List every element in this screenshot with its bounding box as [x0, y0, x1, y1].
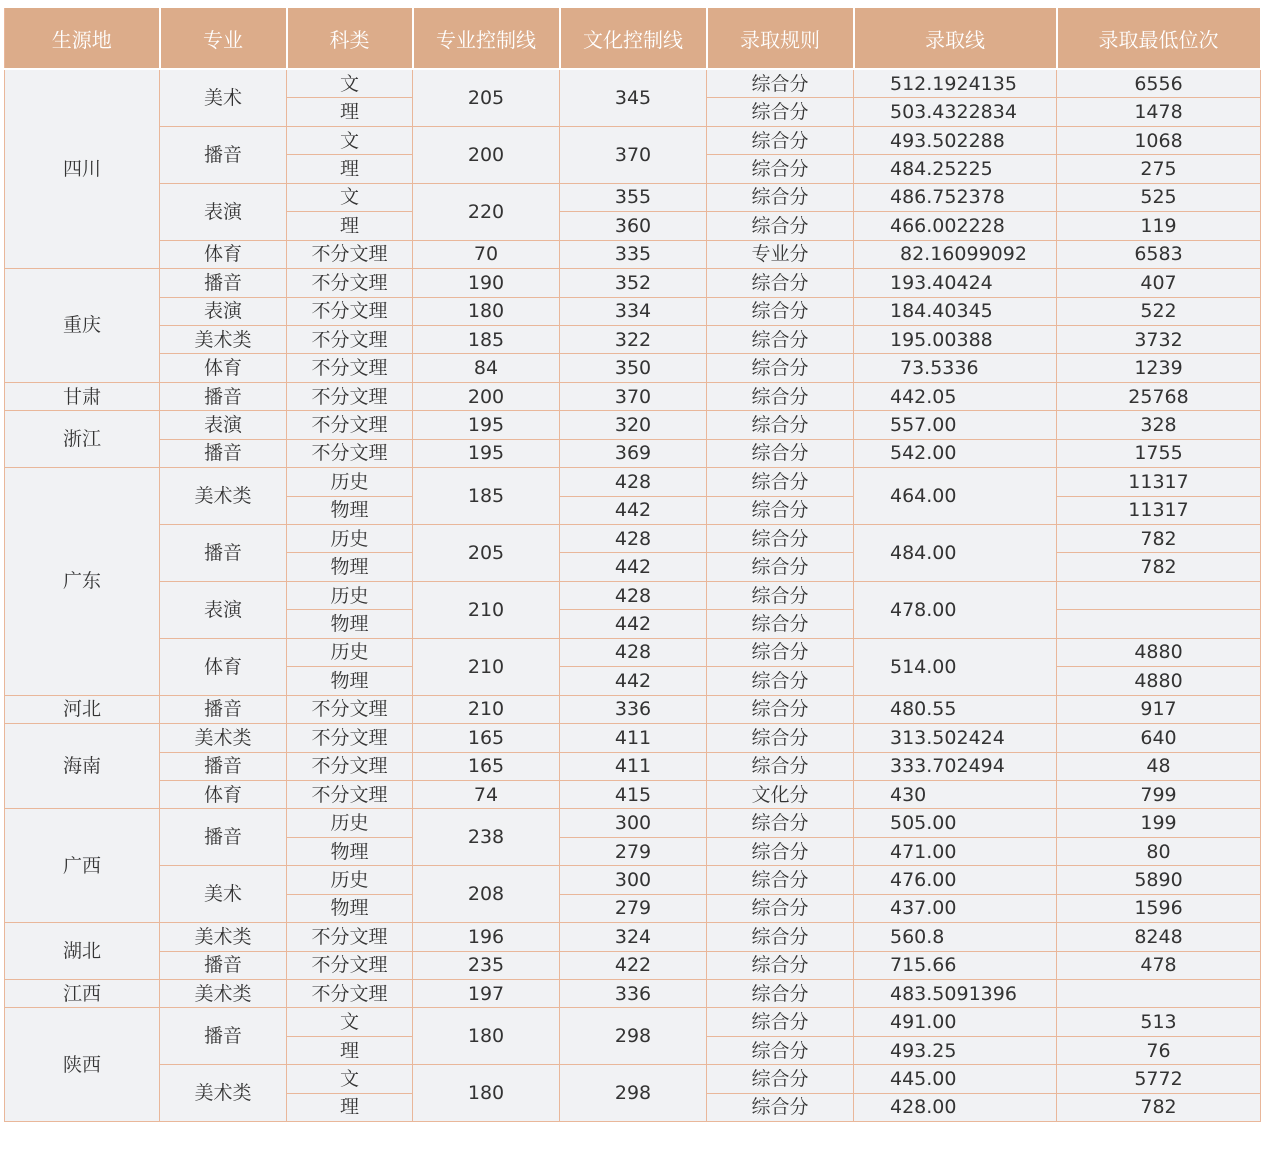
major-cell: 播音 [160, 951, 287, 979]
table-row [5, 780, 1261, 808]
major-cell: 表演 [160, 581, 287, 638]
rank-cell: 11317 [1057, 496, 1261, 524]
rule-cell: 综合分 [707, 1093, 854, 1121]
culture-control-cell: 370 [560, 126, 707, 183]
major-cell: 美术类 [160, 468, 287, 525]
major-control-cell: 238 [413, 809, 560, 866]
major-cell: 美术类 [160, 724, 287, 752]
rule-cell: 综合分 [707, 724, 854, 752]
table-row [5, 240, 1261, 268]
category-cell: 不分文理 [287, 951, 413, 979]
culture-control-cell: 345 [560, 69, 707, 126]
score-line-cell: 476.00 [854, 866, 1057, 894]
culture-control-cell: 442 [560, 496, 707, 524]
table-row [5, 69, 1261, 98]
table-row [5, 297, 1261, 325]
rank-cell: 513 [1057, 1008, 1261, 1036]
province-cell: 海南 [5, 724, 160, 809]
rank-cell: 275 [1057, 155, 1261, 183]
score-line-cell: 493.25 [854, 1036, 1057, 1064]
major-control-cell: 235 [413, 951, 560, 979]
category-cell: 不分文理 [287, 923, 413, 951]
major-control-cell: 70 [413, 240, 560, 268]
category-cell: 理 [287, 1036, 413, 1064]
rule-cell: 综合分 [707, 894, 854, 922]
category-cell: 文 [287, 126, 413, 154]
score-line-cell: 542.00 [854, 439, 1057, 467]
major-control-cell: 205 [413, 69, 560, 126]
culture-control-cell: 442 [560, 667, 707, 695]
rule-cell: 综合分 [707, 468, 854, 496]
score-line-cell: 466.002228 [854, 212, 1057, 240]
major-cell: 体育 [160, 638, 287, 695]
rule-cell: 综合分 [707, 325, 854, 353]
score-line-cell: 484.25225 [854, 155, 1057, 183]
culture-control-cell: 428 [560, 638, 707, 666]
province-cell: 浙江 [5, 411, 160, 468]
score-line-cell: 560.8 [854, 923, 1057, 951]
table-row [5, 581, 1261, 609]
category-cell: 不分文理 [287, 240, 413, 268]
category-cell: 理 [287, 98, 413, 126]
category-cell: 历史 [287, 638, 413, 666]
category-cell: 文 [287, 1065, 413, 1093]
header-cell: 生源地 [5, 7, 160, 69]
category-cell: 不分文理 [287, 780, 413, 808]
table-row [5, 411, 1261, 439]
major-cell: 播音 [160, 525, 287, 582]
category-cell: 不分文理 [287, 354, 413, 382]
rank-cell: 4880 [1057, 667, 1261, 695]
rank-cell: 1755 [1057, 439, 1261, 467]
culture-control-cell: 279 [560, 837, 707, 865]
admission-table [4, 6, 1262, 1122]
rule-cell: 综合分 [707, 126, 854, 154]
major-cell: 体育 [160, 780, 287, 808]
province-cell: 四川 [5, 69, 160, 269]
rank-cell: 25768 [1057, 382, 1261, 410]
rule-cell: 综合分 [707, 297, 854, 325]
rank-cell: 11317 [1057, 468, 1261, 496]
province-cell: 陕西 [5, 1008, 160, 1122]
culture-control-cell: 350 [560, 354, 707, 382]
culture-control-cell: 352 [560, 269, 707, 297]
rule-cell: 综合分 [707, 183, 854, 211]
table-row [5, 752, 1261, 780]
header-cell: 文化控制线 [560, 7, 707, 69]
rule-cell: 综合分 [707, 69, 854, 98]
category-cell: 文 [287, 1008, 413, 1036]
major-control-cell: 210 [413, 695, 560, 723]
rule-cell: 综合分 [707, 354, 854, 382]
category-cell: 不分文理 [287, 752, 413, 780]
rule-cell: 综合分 [707, 1008, 854, 1036]
table-row [5, 325, 1261, 353]
rule-cell: 综合分 [707, 809, 854, 837]
rule-cell: 综合分 [707, 1065, 854, 1093]
major-control-cell: 185 [413, 468, 560, 525]
culture-control-cell: 300 [560, 809, 707, 837]
major-cell: 表演 [160, 183, 287, 240]
major-cell: 播音 [160, 695, 287, 723]
rule-cell: 综合分 [707, 1036, 854, 1064]
major-control-cell: 210 [413, 581, 560, 638]
score-line-cell: 493.502288 [854, 126, 1057, 154]
rule-cell: 综合分 [707, 837, 854, 865]
rule-cell: 综合分 [707, 610, 854, 638]
culture-control-cell: 336 [560, 695, 707, 723]
rank-cell: 1478 [1057, 98, 1261, 126]
major-control-cell: 74 [413, 780, 560, 808]
score-line-cell: 715.66 [854, 951, 1057, 979]
culture-control-cell: 428 [560, 525, 707, 553]
culture-control-cell: 334 [560, 297, 707, 325]
score-line-cell: 512.1924135 [854, 69, 1057, 98]
rule-cell: 综合分 [707, 866, 854, 894]
culture-control-cell: 360 [560, 212, 707, 240]
major-cell: 播音 [160, 752, 287, 780]
category-cell: 物理 [287, 837, 413, 865]
major-cell: 播音 [160, 439, 287, 467]
category-cell: 不分文理 [287, 439, 413, 467]
score-line-cell: 184.40345 [854, 297, 1057, 325]
major-cell: 美术类 [160, 325, 287, 353]
category-cell: 不分文理 [287, 382, 413, 410]
table-row [5, 695, 1261, 723]
major-control-cell: 220 [413, 183, 560, 240]
major-control-cell: 210 [413, 638, 560, 695]
major-control-cell: 208 [413, 866, 560, 923]
table-row [5, 809, 1261, 837]
major-control-cell: 180 [413, 1008, 560, 1065]
major-cell: 美术类 [160, 1065, 287, 1122]
table-row [5, 923, 1261, 951]
rule-cell: 综合分 [707, 695, 854, 723]
score-line-cell: 442.05 [854, 382, 1057, 410]
rule-cell: 综合分 [707, 212, 854, 240]
rank-cell [1057, 610, 1261, 638]
rule-cell: 综合分 [707, 411, 854, 439]
rule-cell: 专业分 [707, 240, 854, 268]
culture-control-cell: 279 [560, 894, 707, 922]
major-cell: 表演 [160, 297, 287, 325]
rank-cell: 799 [1057, 780, 1261, 808]
score-line-cell: 333.702494 [854, 752, 1057, 780]
major-control-cell: 84 [413, 354, 560, 382]
culture-control-cell: 428 [560, 468, 707, 496]
rank-cell: 640 [1057, 724, 1261, 752]
category-cell: 不分文理 [287, 411, 413, 439]
table-row [5, 951, 1261, 979]
culture-control-cell: 298 [560, 1065, 707, 1122]
major-control-cell: 180 [413, 297, 560, 325]
table-row [5, 1008, 1261, 1036]
culture-control-cell: 298 [560, 1008, 707, 1065]
table-row [5, 468, 1261, 496]
culture-control-cell: 428 [560, 581, 707, 609]
major-cell: 美术类 [160, 923, 287, 951]
table-row [5, 525, 1261, 553]
major-cell: 表演 [160, 411, 287, 439]
category-cell: 理 [287, 1093, 413, 1121]
culture-control-cell: 355 [560, 183, 707, 211]
category-cell: 不分文理 [287, 724, 413, 752]
major-cell: 播音 [160, 382, 287, 410]
major-cell: 美术 [160, 69, 287, 126]
category-cell: 理 [287, 155, 413, 183]
rule-cell: 综合分 [707, 923, 854, 951]
category-cell: 历史 [287, 468, 413, 496]
header-cell: 科类 [287, 7, 413, 69]
culture-control-cell: 442 [560, 610, 707, 638]
rank-cell: 76 [1057, 1036, 1261, 1064]
category-cell: 不分文理 [287, 695, 413, 723]
province-cell: 广西 [5, 809, 160, 923]
culture-control-cell: 320 [560, 411, 707, 439]
major-control-cell: 180 [413, 1065, 560, 1122]
score-line-cell: 484.00 [854, 525, 1057, 582]
category-cell: 不分文理 [287, 325, 413, 353]
category-cell: 物理 [287, 667, 413, 695]
rule-cell: 综合分 [707, 382, 854, 410]
rank-cell: 522 [1057, 297, 1261, 325]
rank-cell: 48 [1057, 752, 1261, 780]
rank-cell: 917 [1057, 695, 1261, 723]
score-line-cell: 313.502424 [854, 724, 1057, 752]
score-line-cell: 480.55 [854, 695, 1057, 723]
major-control-cell: 205 [413, 525, 560, 582]
major-cell: 美术类 [160, 980, 287, 1008]
rank-cell: 4880 [1057, 638, 1261, 666]
rule-cell: 综合分 [707, 752, 854, 780]
culture-control-cell: 411 [560, 752, 707, 780]
category-cell: 文 [287, 69, 413, 98]
table-row [5, 724, 1261, 752]
score-line-cell: 483.5091396 [854, 980, 1057, 1008]
culture-control-cell: 370 [560, 382, 707, 410]
category-cell: 不分文理 [287, 297, 413, 325]
admission-table-container [4, 6, 1260, 1158]
province-cell: 甘肃 [5, 382, 160, 410]
rule-cell: 综合分 [707, 951, 854, 979]
category-cell: 不分文理 [287, 269, 413, 297]
table-row [5, 638, 1261, 666]
header-row [5, 7, 1261, 69]
major-cell: 播音 [160, 1008, 287, 1065]
major-control-cell: 185 [413, 325, 560, 353]
header-cell: 录取规则 [707, 7, 854, 69]
table-row [5, 126, 1261, 154]
culture-control-cell: 335 [560, 240, 707, 268]
category-cell: 物理 [287, 553, 413, 581]
rule-cell: 综合分 [707, 439, 854, 467]
score-line-cell: 514.00 [854, 638, 1057, 695]
header-cell: 专业控制线 [413, 7, 560, 69]
rule-cell: 文化分 [707, 780, 854, 808]
score-line-cell: 193.40424 [854, 269, 1057, 297]
rank-cell: 407 [1057, 269, 1261, 297]
rule-cell: 综合分 [707, 667, 854, 695]
major-control-cell: 197 [413, 980, 560, 1008]
major-control-cell: 190 [413, 269, 560, 297]
major-control-cell: 196 [413, 923, 560, 951]
score-line-cell: 430 [854, 780, 1057, 808]
score-line-cell: 464.00 [854, 468, 1057, 525]
category-cell: 历史 [287, 525, 413, 553]
table-row [5, 866, 1261, 894]
rank-cell: 782 [1057, 1093, 1261, 1121]
category-cell: 物理 [287, 496, 413, 524]
score-line-cell: 195.00388 [854, 325, 1057, 353]
province-cell: 广东 [5, 468, 160, 696]
rank-cell: 782 [1057, 525, 1261, 553]
culture-control-cell: 422 [560, 951, 707, 979]
category-cell: 历史 [287, 866, 413, 894]
major-cell: 美术 [160, 866, 287, 923]
rank-cell: 199 [1057, 809, 1261, 837]
culture-control-cell: 324 [560, 923, 707, 951]
culture-control-cell: 411 [560, 724, 707, 752]
score-line-cell: 503.4322834 [854, 98, 1057, 126]
culture-control-cell: 300 [560, 866, 707, 894]
province-cell: 重庆 [5, 269, 160, 383]
rank-cell: 8248 [1057, 923, 1261, 951]
culture-control-cell: 369 [560, 439, 707, 467]
rank-cell [1057, 581, 1261, 609]
table-row [5, 980, 1261, 1008]
table-row [5, 439, 1261, 467]
rank-cell: 1068 [1057, 126, 1261, 154]
rank-cell: 6556 [1057, 69, 1261, 98]
rank-cell: 119 [1057, 212, 1261, 240]
rule-cell: 综合分 [707, 496, 854, 524]
table-row [5, 183, 1261, 211]
rank-cell: 5772 [1057, 1065, 1261, 1093]
major-cell: 播音 [160, 809, 287, 866]
rule-cell: 综合分 [707, 269, 854, 297]
rule-cell: 综合分 [707, 553, 854, 581]
score-line-cell: 557.00 [854, 411, 1057, 439]
culture-control-cell: 415 [560, 780, 707, 808]
category-cell: 物理 [287, 894, 413, 922]
table-row [5, 382, 1261, 410]
score-line-cell: 486.752378 [854, 183, 1057, 211]
rank-cell: 1596 [1057, 894, 1261, 922]
category-cell: 文 [287, 183, 413, 211]
province-cell: 湖北 [5, 923, 160, 980]
rule-cell: 综合分 [707, 980, 854, 1008]
category-cell: 理 [287, 212, 413, 240]
rank-cell: 3732 [1057, 325, 1261, 353]
category-cell: 不分文理 [287, 980, 413, 1008]
major-control-cell: 195 [413, 439, 560, 467]
rank-cell: 5890 [1057, 866, 1261, 894]
category-cell: 历史 [287, 809, 413, 837]
rule-cell: 综合分 [707, 525, 854, 553]
score-line-cell: 428.00 [854, 1093, 1057, 1121]
score-line-cell: 478.00 [854, 581, 1057, 638]
rank-cell: 525 [1057, 183, 1261, 211]
header-cell: 录取线 [854, 7, 1057, 69]
rank-cell: 328 [1057, 411, 1261, 439]
table-row [5, 1065, 1261, 1093]
rule-cell: 综合分 [707, 155, 854, 183]
score-line-cell: 82.16099092 [854, 240, 1057, 268]
rank-cell: 1239 [1057, 354, 1261, 382]
major-control-cell: 195 [413, 411, 560, 439]
rule-cell: 综合分 [707, 581, 854, 609]
header-cell: 专业 [160, 7, 287, 69]
culture-control-cell: 336 [560, 980, 707, 1008]
rank-cell: 80 [1057, 837, 1261, 865]
rank-cell: 478 [1057, 951, 1261, 979]
major-cell: 体育 [160, 240, 287, 268]
score-line-cell: 73.5336 [854, 354, 1057, 382]
rule-cell: 综合分 [707, 98, 854, 126]
province-cell: 江西 [5, 980, 160, 1008]
major-cell: 播音 [160, 126, 287, 183]
culture-control-cell: 322 [560, 325, 707, 353]
table-row [5, 354, 1261, 382]
score-line-cell: 437.00 [854, 894, 1057, 922]
major-cell: 播音 [160, 269, 287, 297]
score-line-cell: 505.00 [854, 809, 1057, 837]
score-line-cell: 491.00 [854, 1008, 1057, 1036]
major-cell: 体育 [160, 354, 287, 382]
province-cell: 河北 [5, 695, 160, 723]
category-cell: 历史 [287, 581, 413, 609]
rule-cell: 综合分 [707, 638, 854, 666]
major-control-cell: 200 [413, 126, 560, 183]
major-control-cell: 200 [413, 382, 560, 410]
major-control-cell: 165 [413, 752, 560, 780]
rank-cell: 6583 [1057, 240, 1261, 268]
rank-cell [1057, 980, 1261, 1008]
header-cell: 录取最低位次 [1057, 7, 1261, 69]
major-control-cell: 165 [413, 724, 560, 752]
category-cell: 物理 [287, 610, 413, 638]
rank-cell: 782 [1057, 553, 1261, 581]
culture-control-cell: 442 [560, 553, 707, 581]
score-line-cell: 445.00 [854, 1065, 1057, 1093]
table-row [5, 269, 1261, 297]
score-line-cell: 471.00 [854, 837, 1057, 865]
